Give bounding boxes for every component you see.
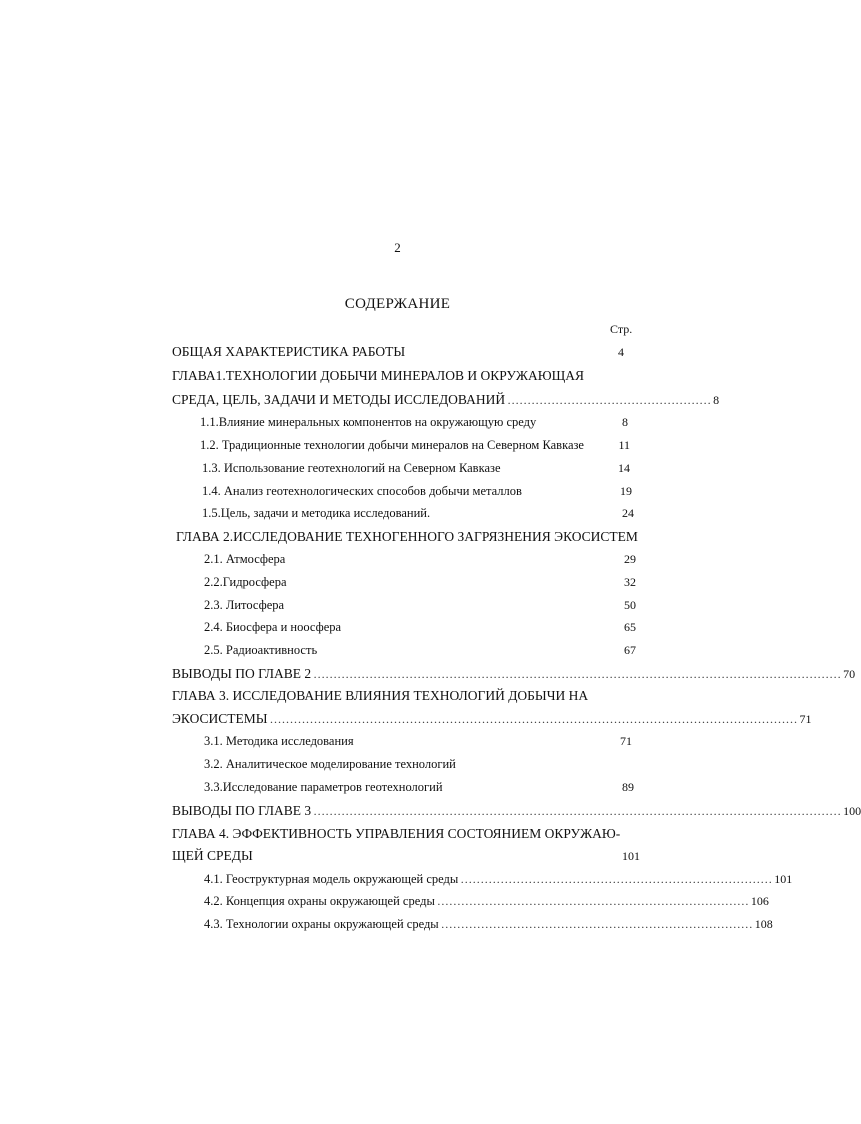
toc-entry xyxy=(176,529,636,545)
toc-entry-page: 65 xyxy=(624,620,636,634)
toc-entry-text: ГЛАВА 2.ИССЛЕДОВАНИЕ ТЕХНОГЕННОГО ЗАГРЯЗНЕНИЯ ЭКОСИСТЕМ xyxy=(176,529,638,544)
page-title: СОДЕРЖАНИЕ xyxy=(344,296,451,312)
toc-entry-text: ЩЕЙ СРЕДЫ xyxy=(172,848,253,863)
toc-entry: ВЫВОДЫ ПО ГЛАВЕ 3 …………………………………………………………………………………………………………………… 100 xyxy=(172,803,861,818)
toc-entry xyxy=(202,461,630,476)
toc-entry-page: 32 xyxy=(624,575,636,589)
toc-entry-page: 89 xyxy=(622,780,634,794)
toc-entry-page: 71 xyxy=(620,734,632,748)
toc-entry: ЭКОСИСТЕМЫ …………………………………………………………………………………………………………………… 71 xyxy=(172,711,812,726)
toc-entry-page: 29 xyxy=(624,552,636,566)
page-column-label: Стр. xyxy=(610,322,633,336)
toc-entry-text: 2.2.Гидросфера xyxy=(204,575,287,589)
toc-entry-page: 71 xyxy=(799,712,812,726)
toc-entry xyxy=(202,484,632,499)
toc-entry xyxy=(204,620,636,635)
toc-entry-text: ГЛАВА 3. ИССЛЕДОВАНИЕ ВЛИЯНИЯ ТЕХНОЛОГИЙ ДОБЫЧИ НА xyxy=(172,688,589,703)
toc-entry xyxy=(204,780,634,795)
page-number: 2 xyxy=(394,240,401,255)
toc-entry-text: ВЫВОДЫ ПО ГЛАВЕ 2 xyxy=(172,666,312,681)
toc-entry: 4.2. Концепция охраны окружающей среды …………………………………………………………………… 106 xyxy=(204,894,769,908)
toc-entry xyxy=(204,575,636,590)
toc-entry-page: 11 xyxy=(618,438,630,452)
toc-entry-page: 100 xyxy=(843,804,861,818)
toc-entry xyxy=(204,734,632,749)
toc-entry-text: 1.1.Влияние минеральных компонентов на окружающую среду xyxy=(200,415,537,429)
toc-entry-text: 4.1. Геоструктурная модель окружающей среды xyxy=(204,872,459,886)
toc-entry xyxy=(202,506,634,521)
toc-entry-page: 101 xyxy=(622,849,640,863)
toc-entry xyxy=(204,643,636,658)
toc-entry-text: 1.4. Анализ геотехнологических способов добычи металлов xyxy=(202,484,522,498)
toc-entry xyxy=(204,552,636,567)
toc-entry xyxy=(204,598,636,613)
toc-entry-text: ВЫВОДЫ ПО ГЛАВЕ 3 xyxy=(172,803,312,818)
toc-entry-text: 4.3. Технологии охраны окружающей среды xyxy=(204,917,439,931)
toc-entry-text: 2.1. Атмосфера xyxy=(204,552,286,566)
toc-entry-text: 3.2. Аналитическое моделирование технологий xyxy=(204,757,456,771)
toc-entry xyxy=(204,757,632,772)
toc-entry-text: ГЛАВА 4. ЭФФЕКТИВНОСТЬ УПРАВЛЕНИЯ СОСТОЯНИЕМ ОКРУЖАЮ- xyxy=(172,826,621,841)
toc-entry xyxy=(172,344,624,360)
toc-entry-page: 108 xyxy=(754,917,773,931)
toc-entry-text: 1.3. Использование геотехнологий на Северном Кавказе xyxy=(202,461,501,475)
toc-entry-page: 8 xyxy=(622,415,628,429)
toc-entry-page: 70 xyxy=(843,667,856,681)
toc-entry-text: ГЛАВА1.ТЕХНОЛОГИИ ДОБЫЧИ МИНЕРАЛОВ И ОКРУЖАЮЩАЯ xyxy=(172,368,585,383)
toc-entry-text: 1.2. Традиционные технологии добычи минералов на Северном Кавказе xyxy=(200,438,584,452)
toc-entry-text: 3.1. Методика исследования xyxy=(204,734,354,748)
toc-entry-page: 67 xyxy=(624,643,636,657)
toc-entry-text: ОБЩАЯ ХАРАКТЕРИСТИКА РАБОТЫ xyxy=(172,344,406,359)
toc-entry-page: 24 xyxy=(622,506,634,520)
toc-entry-text: ЭКОСИСТЕМЫ xyxy=(172,711,268,726)
toc-entry-text: 2.4. Биосфера и ноосфера xyxy=(204,620,342,634)
toc-entry-text: 4.2. Концепция охраны окружающей среды xyxy=(204,894,435,908)
toc-entry-text: 2.5. Радиоактивность xyxy=(204,643,318,657)
toc-entry-page: 4 xyxy=(618,345,624,359)
toc-entry: ВЫВОДЫ ПО ГЛАВЕ 2 …………………………………………………………………………………………………………………… 70 xyxy=(172,666,856,681)
toc-entry-page: 101 xyxy=(774,872,793,886)
toc-entry xyxy=(172,826,640,842)
toc-entry-page: 14 xyxy=(618,461,630,475)
toc-entry: 4.1. Геоструктурная модель окружающей среды …………………………………………………………………… 101 xyxy=(204,872,793,886)
toc-entry xyxy=(172,848,640,864)
toc-entry-page: 8 xyxy=(713,393,720,407)
toc-entry-page: 50 xyxy=(624,598,636,612)
toc-entry-page: 19 xyxy=(620,484,632,498)
toc-entry: 4.3. Технологии охраны окружающей среды …………………………………………………………………… 108 xyxy=(204,917,773,931)
toc-entry xyxy=(172,368,624,384)
toc-entry-text: 1.5.Цель, задачи и методика исследований. xyxy=(202,506,431,520)
toc-entry-text: 2.3. Литосфера xyxy=(204,598,285,612)
toc-entry xyxy=(200,438,630,453)
toc-entry: СРЕДА, ЦЕЛЬ, ЗАДАЧИ И МЕТОДЫ ИССЛЕДОВАНИЙ …………………………………………… 8 xyxy=(172,392,720,407)
toc-entry xyxy=(200,415,628,430)
toc-entry-text: 3.3.Исследование параметров геотехнологий xyxy=(204,780,443,794)
toc-entry xyxy=(172,688,636,704)
toc-entry-page: 106 xyxy=(750,894,769,908)
toc-entry-text: СРЕДА, ЦЕЛЬ, ЗАДАЧИ И МЕТОДЫ ИССЛЕДОВАНИЙ xyxy=(172,392,506,407)
